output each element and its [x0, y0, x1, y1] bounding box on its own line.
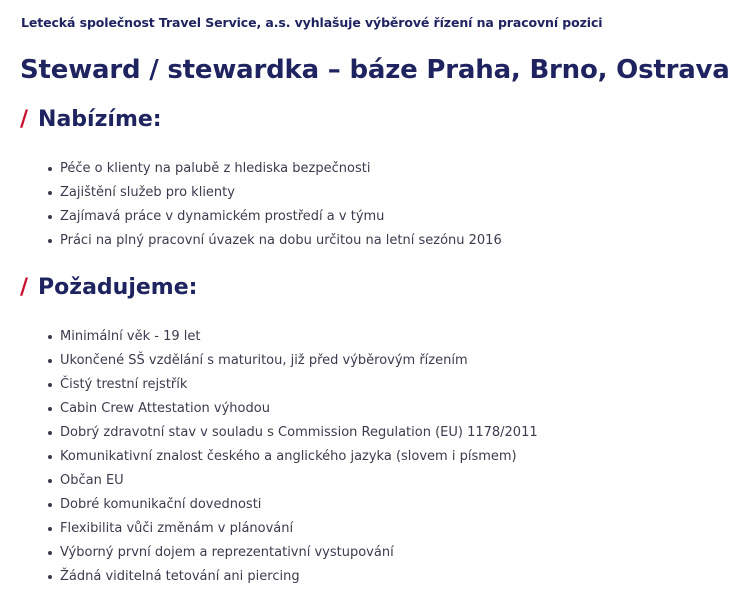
section-heading-requirements	[20, 275, 197, 300]
list-item: Minimální věk - 19 let	[44, 325, 538, 349]
list-item: Zajímavá práce v dynamickém prostředí a v týmu	[44, 205, 502, 229]
list-item: Péče o klienty na palubě z hlediska bezpečnosti	[44, 157, 502, 181]
list-item: Občan EU	[44, 469, 538, 493]
list-item: Komunikativní znalost českého a anglického jazyka (slovem i písmem)	[44, 445, 538, 469]
slash-accent: /	[20, 107, 29, 132]
list-item: Práci na plný pracovní úvazek na dobu určitou na letní sezónu 2016	[44, 229, 502, 253]
requirements-list	[44, 325, 538, 589]
list-item: Flexibilita vůči změnám v plánování	[44, 517, 538, 541]
list-item: Dobrý zdravotní stav v souladu s Commission Regulation (EU) 1178/2011	[44, 421, 538, 445]
intro-text: Letecká společnost Travel Service, a.s. vyhlašuje výběrové řízení na pracovní pozici	[21, 15, 603, 30]
list-item: Čistý trestní rejstřík	[44, 373, 538, 397]
list-item: Dobré komunikační dovednosti	[44, 493, 538, 517]
list-item: Cabin Crew Attestation výhodou	[44, 397, 538, 421]
section-heading-label: Nabízíme:	[38, 107, 162, 132]
slash-accent: /	[20, 275, 29, 300]
section-heading-offer	[20, 107, 162, 132]
list-item: Zajištění služeb pro klienty	[44, 181, 502, 205]
list-item: Žádná viditelná tetování ani piercing	[44, 565, 538, 589]
list-item: Výborný první dojem a reprezentativní vystupování	[44, 541, 538, 565]
offer-list	[44, 157, 502, 253]
list-item: Ukončené SŠ vzdělání s maturitou, již před výběrovým řízením	[44, 349, 538, 373]
page-title: Steward / stewardka – báze Praha, Brno, Ostrava	[20, 55, 730, 85]
section-heading-label: Požadujeme:	[38, 275, 198, 300]
